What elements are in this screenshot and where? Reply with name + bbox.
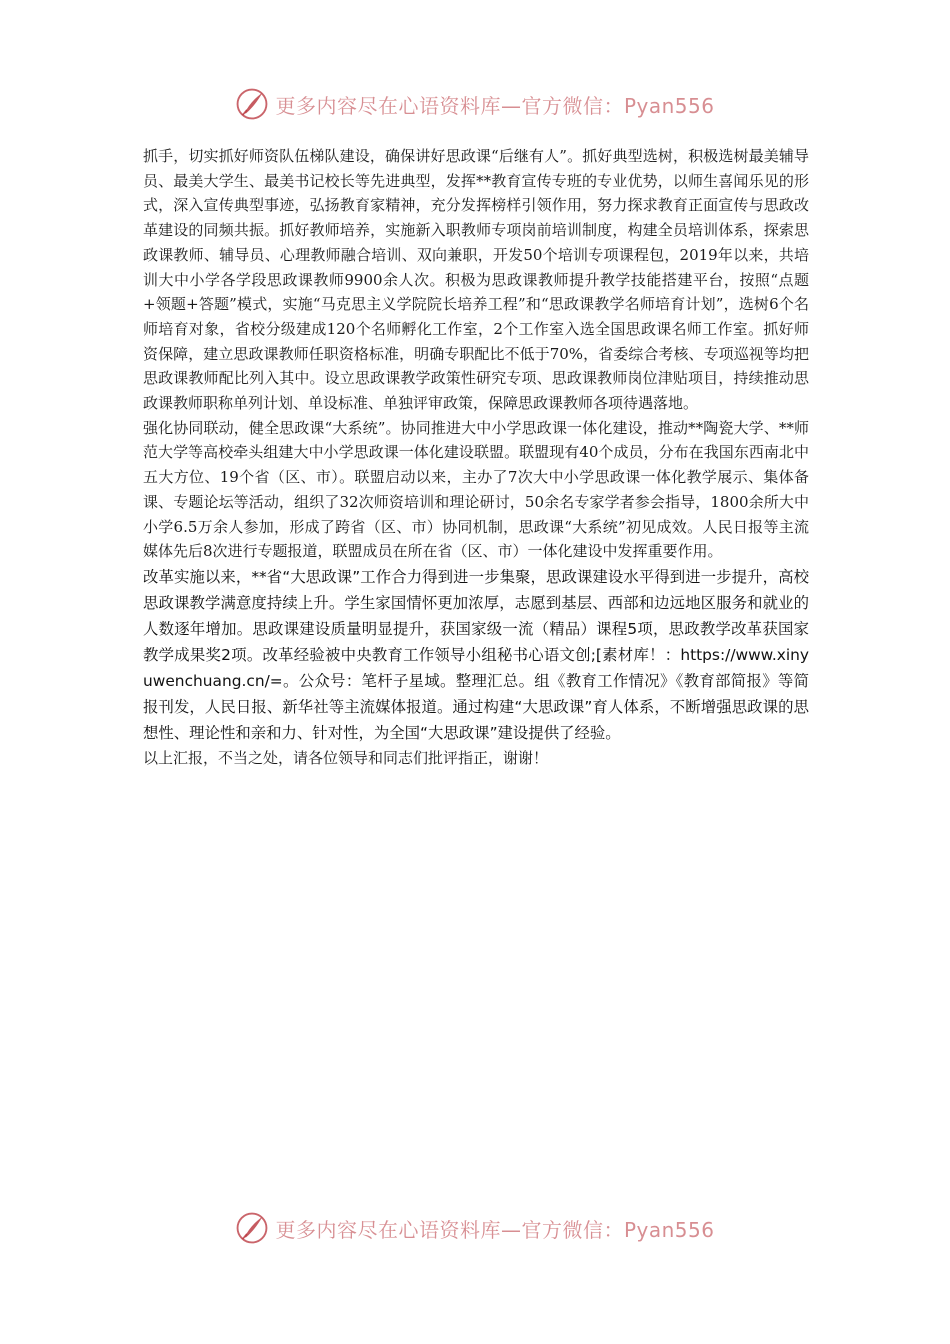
paragraph-closing: 以上汇报，不当之处，请各位领导和同志们批评指正，谢谢！ (143, 748, 549, 767)
document-body (143, 144, 809, 771)
header-watermark (0, 84, 950, 124)
quill-pen-logo-icon (235, 1211, 269, 1245)
quill-pen-logo-icon (235, 87, 269, 121)
paragraph-teacher-team: 抓手，切实抓好师资队伍梯队建设，确保讲好思政课“后继有人”。抓好典型选树，积极选树最美辅导员、最美大学生、最美书记校长等先进典型，发挥**教育宣传专班的专业优势，以师生喜闻乐见的形式，深入宣传典型事迹，弘扬教育家精神，充分发挥榜样引领作用，努力探求教育正面宣传与思政改革建设的同频共振。抓好教师培养，实施新入职教师专项岗前培训制度，构建全员培训体系，探索思政课教师、辅导员、心理教师融合培训、双向兼职，开发50个培训专项课程包，2019年以来，共培训大中小学各学段思政课教师9900余人次。积极为思政课教师提升教学技能搭建平台，按照“点题+领题+答题”模式，实施“马克思主义学院院长培养工程”和“思政课教学名师培育计划”，选树6个名师培育对象，省校分级建成120个名师孵化工作室，2个工作室入选全国思政课名师工作室。抓好师资保障，建立思政课教师任职资格标准，明确专职配比不低于70%，省委综合考核、专项巡视等均把思政课教师配比列入其中。设立思政课教学政策性研究专项、思政课教师岗位津贴项目，持续推动思政课教师职称单列计划、单设标准、单独评审政策，保障思政课教师各项待遇落地。 (143, 147, 809, 413)
footer-watermark (0, 1208, 950, 1248)
paragraph-results: 改革实施以来，**省“大思政课”工作合力得到进一步集聚，思政课建设水平得到进一步提升，高校思政课教学满意度持续上升。学生家国情怀更加浓厚，志愿到基层、西部和边远地区服务和就业的人数逐年增加。思政课建设质量明显提升，获国家级一流（精品）课程5项，思政教学改革获国家教学成果奖2项。改革经验被中央教育工作领导小组秘书心语文创;[素材库！：https://www.xinyuwenchuang.cn/=。公众号：笔杆子星域。整理汇总。组《教育工作情况》《教育部简报》等简报刊发，人民日报、新华社等主流媒体报道。通过构建“大思政课”育人体系，不断增强思政课的思想性、理论性和亲和力、针对性，为全国“大思政课”建设提供了经验。 (143, 567, 809, 742)
watermark-text: 更多内容尽在心语资料库—官方微信：Pyan556 (275, 93, 715, 118)
paragraph-collaboration: 强化协同联动，健全思政课“大系统”。协同推进大中小学思政课一体化建设，推动**陶瓷大学、**师范大学等高校牵头组建大中小学思政课一体化建设联盟。联盟现有40个成员，分布在我国东西南北中五大方位、19个省（区、市）。联盟启动以来，主办了7次大中小学思政课一体化教学展示、集体备课、专题论坛等活动，组织了32次师资培训和理论研讨，50余名专家学者参会指导，1800余所大中小学6.5万余人参加，形成了跨省（区、市）协同机制，思政课“大系统”初见成效。人民日报等主流媒体先后8次进行专题报道，联盟成员在所在省（区、市）一体化建设中发挥重要作用。 (143, 418, 809, 561)
watermark-text: 更多内容尽在心语资料库—官方微信：Pyan556 (275, 1217, 715, 1242)
